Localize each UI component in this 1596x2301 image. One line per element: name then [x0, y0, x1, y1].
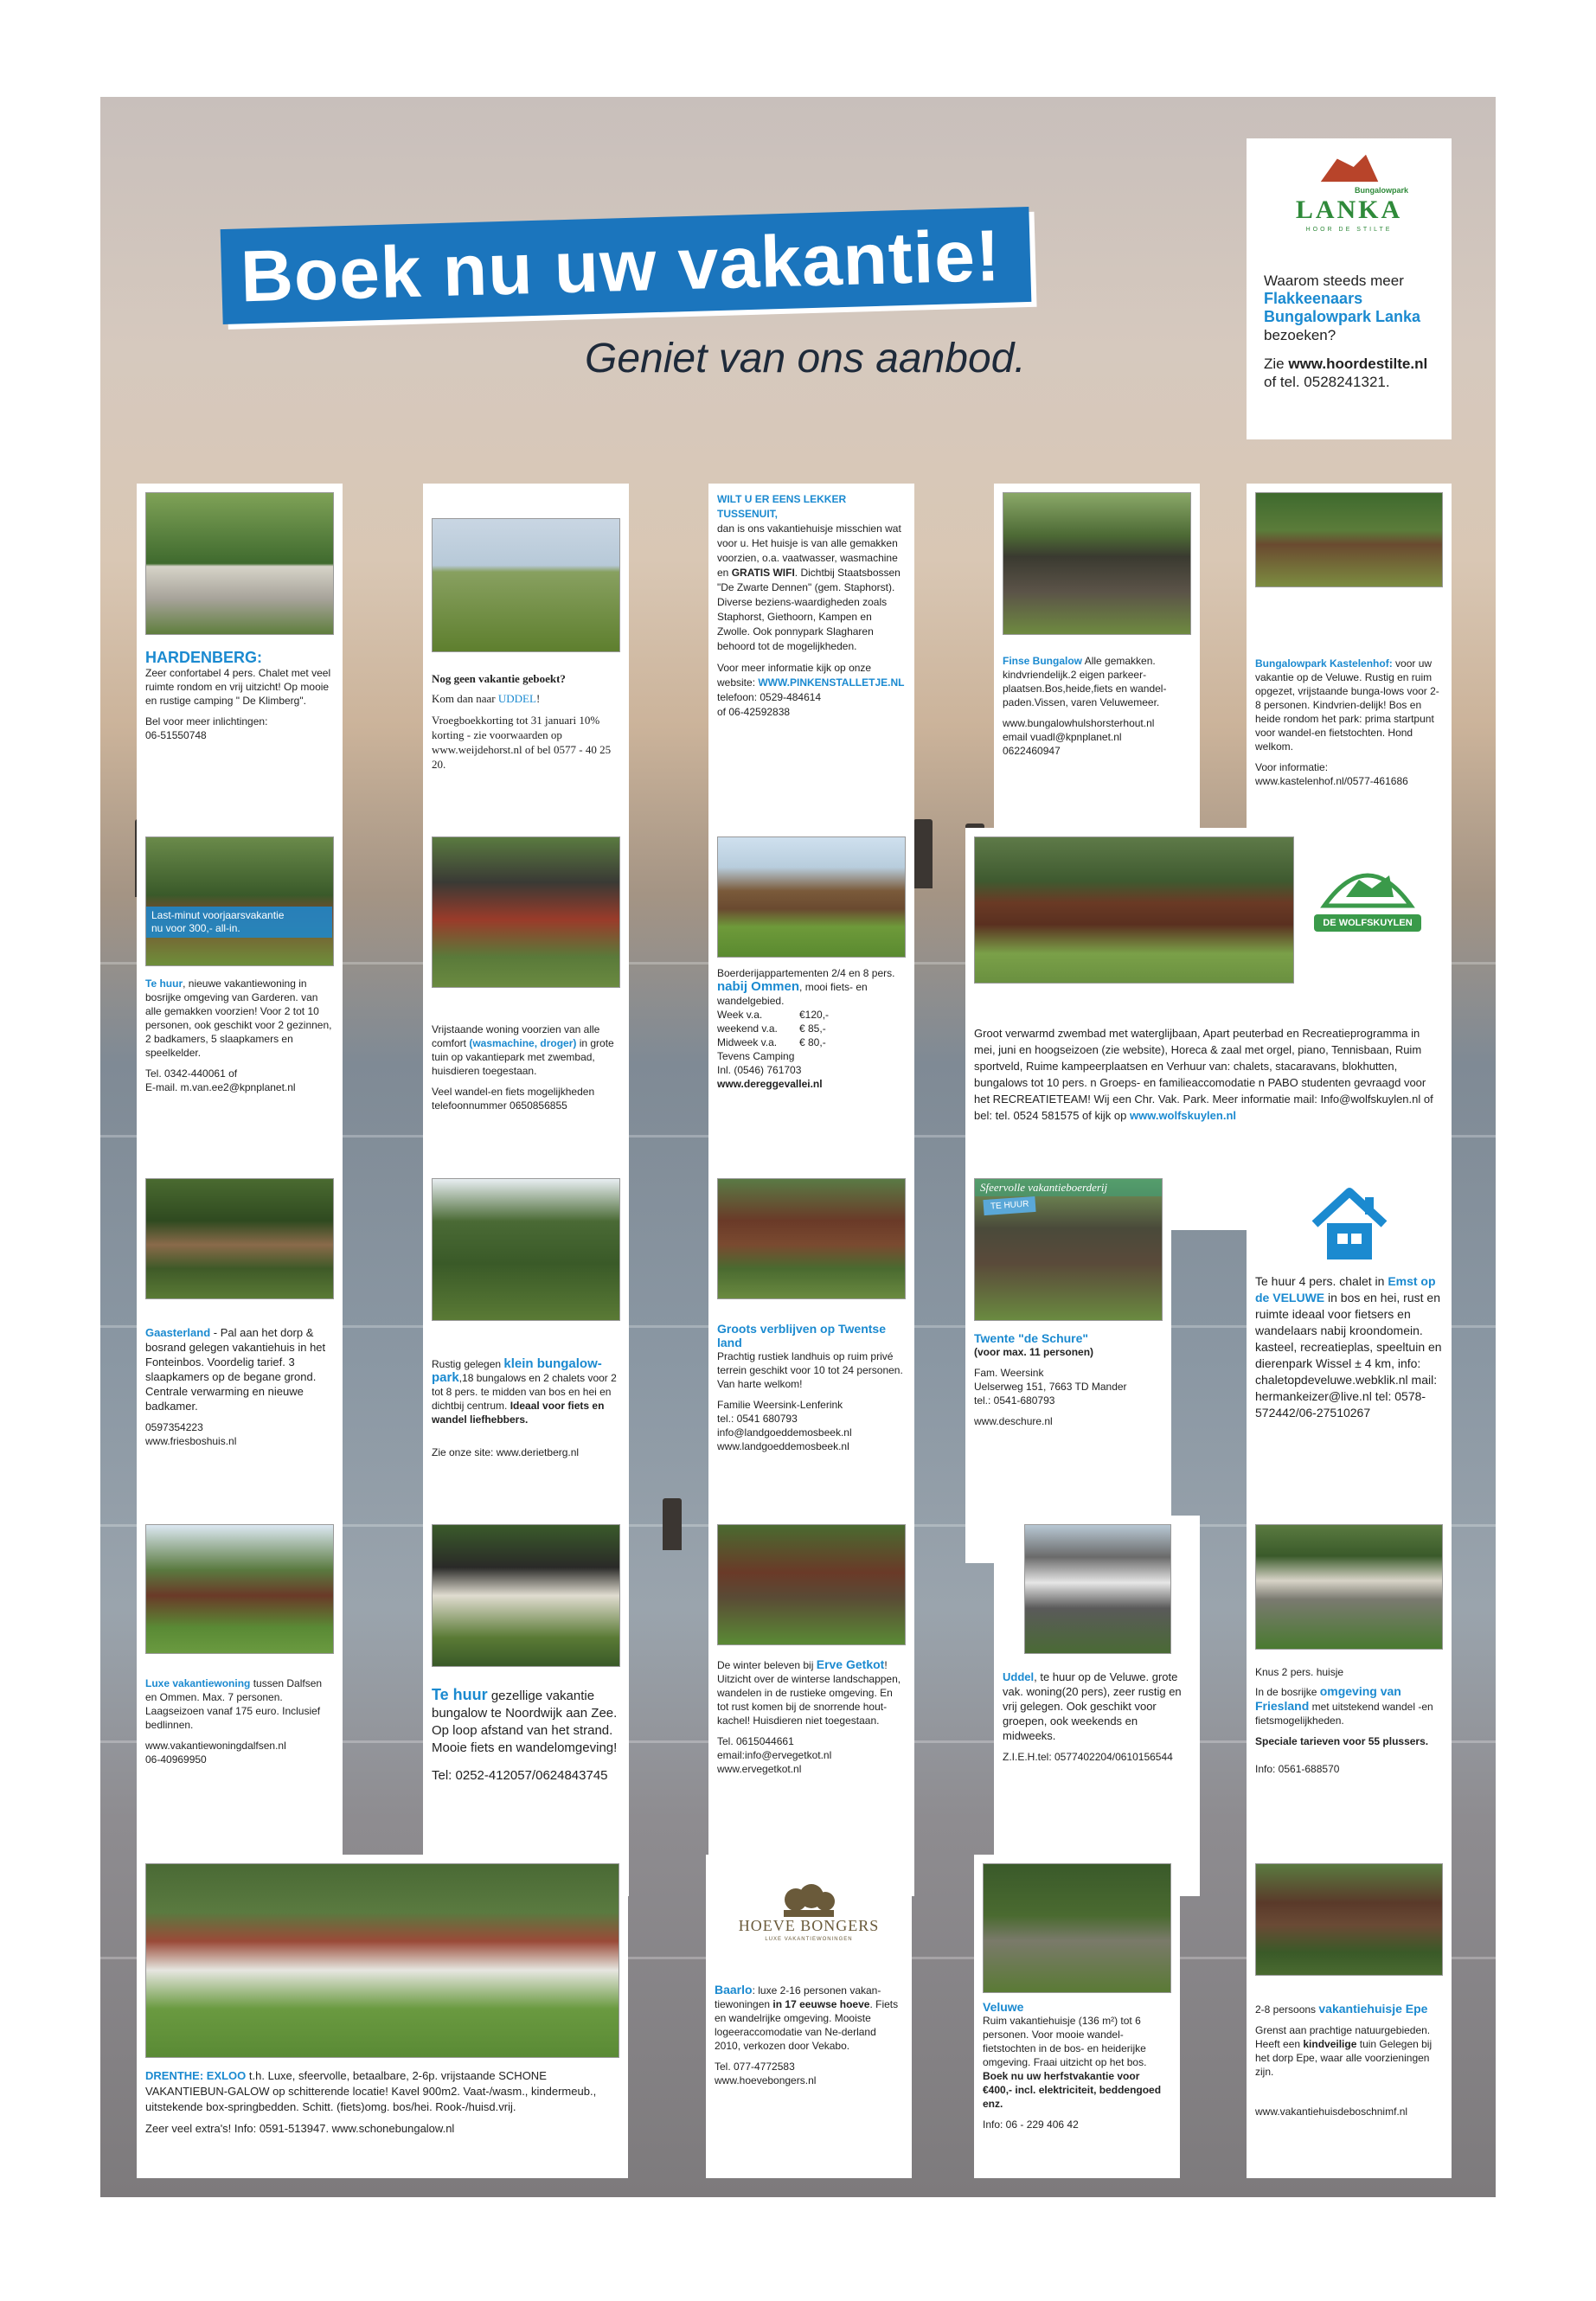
photo-chalet-lawn: [974, 836, 1294, 984]
ad-phone: 06-51550748: [145, 729, 207, 741]
ad-phone: 06-40969950: [145, 1753, 207, 1766]
lanka-logo-tag: HOOR DE STILTE: [1305, 227, 1393, 233]
ad-text: Groot verwarmd zwembad met waterglijbaan, Apart peuterbad en Recreatieprogramma in mei, juni en hoogseizoen (zie website), Horeca & zaal met orgel, piano, Tennisbaan, Ruim sportveld, Ruime kampeerplaatsen en Verhuur van: chalets, stacaravans, blokhutten, bungalows tot 10 pers. n Groeps- en familieaccomodatie n PABO studenten gevraagd voor het RECREATIETEAM! Wij een Chr. Vak. Park. Meer informatie mail: Info@wolfskuylen.nl of bel: tel. 0524 581575 of kijk op: [974, 1027, 1433, 1122]
ad-website[interactable]: www.vakantiewoningdalfsen.nl: [145, 1740, 286, 1752]
ad-highlight: klein bungalow-park: [432, 1356, 602, 1385]
ad-text: Veel wandel-en fiets mogelijkheden: [432, 1086, 595, 1098]
photo-landhuis: [717, 1178, 906, 1299]
photo-epe-house: [1255, 1863, 1443, 1976]
ad-email[interactable]: E-mail. m.van.ee2@kpnplanet.nl: [145, 1081, 296, 1093]
ad-email[interactable]: email vuadl@kpnplanet.nl: [1003, 731, 1122, 743]
ad-phone: of 06-42592838: [717, 706, 791, 718]
ad-text: Boek nu uw herfstvakantie voor €400,- incl. elektriciteit, beddengoed enz.: [983, 2070, 1162, 2110]
ad-text: Ruim vakantiehuisje (136 m²) tot 6 personen. Voor mooie wandel-fietstochten in de bos- en heiderijke omgeving. Fraai uitzicht op het bos.: [983, 2015, 1147, 2068]
ad-text: 2-8 persoons: [1255, 2003, 1319, 2016]
ad-text: Rustig gelegen: [432, 1358, 504, 1370]
ad-dalfsen[interactable]: [137, 1516, 343, 1896]
ad-title: Groots verblijven op Twentse land: [717, 1322, 887, 1349]
photo-noordwijk-bungalow: [432, 1524, 620, 1667]
overlay-badge: TE HUUR: [983, 1196, 1036, 1215]
ad-text: ! Uitzicht over de winterse landschappen, wandelen in de rustieke omgeving. En tot rust komen bij de snorrende hout-kachel! Huisdieren niet toegestaan.: [717, 1659, 901, 1727]
ad-veluwe-herfst[interactable]: [974, 1855, 1180, 2178]
ad-text: t.h. Luxe, sfeervolle, betaalbare, 2-6p. vrijstaande SCHONE VAKANTIEBUN-GALOW op schitterende locatie! Kavel 900m2. Vaat-/wasm., kindermeub., uitstekende box-springbedden. Schitt. (fiets)omg. bos/hei. Rook-/huisd.vrij.: [145, 2069, 597, 2113]
lanka-logo-name: LANKA: [1295, 195, 1403, 224]
ad-hoeve-bongers[interactable]: [706, 1855, 912, 2178]
wolfskuylen-logo: [1303, 836, 1433, 932]
ad-hardenberg[interactable]: [137, 484, 343, 879]
ad-text: Zeer confortabel 4 pers. Chalet met veel ruimte rondom en vrij uitzicht! Op mooie en rustige camping " De Klimberg".: [145, 667, 331, 707]
ad-emst-veluwe[interactable]: [1247, 1170, 1452, 1563]
ad-title: Te huur: [432, 1686, 488, 1703]
ad-title: Twente "de Schure": [974, 1331, 1089, 1345]
overlay-text: Last-minut voorjaarsvakantie: [151, 909, 285, 921]
ad-title: nabij Ommen: [717, 979, 800, 994]
photo-field: [432, 518, 620, 652]
photo-vakantiewoning: [145, 836, 334, 966]
lanka-logo: [1264, 151, 1434, 237]
ad-website[interactable]: www.vakantiehuisdeboschnimf.nl: [1255, 2106, 1408, 2118]
ad-epe[interactable]: [1247, 1855, 1452, 2178]
photo-forest-bungalow: [1255, 492, 1443, 587]
ad-text: dan is ons vakantiehuisje misschien wat voor u. Het huisje is van alle gemakken voorzien, o.a. vaatwasser, wasmachine en: [717, 522, 901, 579]
lanka-line: Waarom steeds meer: [1264, 272, 1404, 289]
ad-pinkenstalletje[interactable]: [708, 484, 914, 879]
ad-text: Familie Weersink-Lenferink: [717, 1399, 843, 1411]
lanka-line: bezoeken?: [1264, 327, 1336, 343]
price-label: weekend v.a.: [717, 1022, 778, 1035]
ad-email[interactable]: info@landgoeddemosbeek.nl: [717, 1426, 852, 1439]
price-label: Week v.a.: [717, 1009, 763, 1021]
ad-title: Luxe vakantiewoning: [145, 1677, 251, 1689]
ad-text: tuin Gelegen bij het dorp Epe, waar alle voorzieningen zijn.: [1255, 2038, 1433, 2078]
ad-highlight: Erve Getkot: [816, 1657, 885, 1671]
ad-text: , nieuwe vakantiewoning in bosrijke omgeving van Garderen. van alle gemakken voorzien! Voor 2 tot 10 personen, ook geschikt voor 2 gezinnen, 2 badkamers, 5 slaapkamers en speelkelder.: [145, 977, 332, 1059]
photo-exloo-bungalow: [145, 1863, 619, 2058]
ad-text: (voor max. 11 personen): [974, 1346, 1094, 1358]
lanka-line: Zie: [1264, 356, 1289, 372]
overlay-text: Sfeervolle vakantieboerderij: [975, 1179, 1162, 1196]
ad-text: , te huur op de Veluwe. grote vak. woning(20 pers), zeer rustig en vrij gelegen. Ook geschikt voor groepen, ook weekends en midweeks.: [1003, 1670, 1182, 1742]
ad-text: Alle gemakken. kindvriendelijk.2 eigen parkeer-plaatsen.Bos,heide,fiets en wandel-paden.Vissen, varen Veluwemeer.: [1003, 655, 1167, 708]
ad-highlight: omgeving van Friesland: [1255, 1684, 1401, 1713]
ad-text: Vrijstaande woning voorzien van alle comfort: [432, 1023, 600, 1049]
ad-friesland[interactable]: [1247, 1516, 1452, 1896]
ad-text: tussen Dalfsen en Ommen. Max. 7 personen. Laagseizoen vanaf 175 euro. Inclusief bedlinnen.: [145, 1677, 323, 1731]
ad-phone: 0622460947: [1003, 745, 1061, 757]
ad-title: Bungalowpark Kastelenhof:: [1255, 657, 1393, 670]
ad-text: - Pal aan het dorp & bosrand gelegen vakantiehuis in het Fonteinbos. Voordelig tarief. 3 slaapkamers op de begane grond. Centrale verwarming en nieuwe badkamer.: [145, 1326, 326, 1413]
hoeve-bongers-logo-text: HOEVE BONGERS: [738, 1917, 880, 1934]
ad-phone: tel.: 0541-680793: [974, 1394, 1055, 1407]
ad-text: Kom dan naar: [432, 692, 498, 705]
ad-text: Prachtig rustiek landhuis op ruim privé terrein geschikt voor 10 tot 24 personen. Van harte welkom!: [717, 1350, 903, 1390]
ad-website[interactable]: WWW.PINKENSTALLETJE.NL: [758, 676, 905, 689]
ad-text: Knus 2 pers. huisje: [1255, 1666, 1344, 1678]
ad-text: Grenst aan prachtige natuurgebieden. Heeft een: [1255, 2024, 1431, 2050]
ad-highlight: kindveilige: [1303, 2038, 1357, 2050]
price-label: Midweek v.a.: [717, 1036, 778, 1048]
subheadline: Geniet van ons aanbod.: [585, 336, 1026, 381]
ad-text: Bel voor meer inlichtingen:: [145, 715, 268, 727]
ad-lanka[interactable]: [1247, 138, 1452, 439]
poster-background: [100, 97, 1496, 2197]
ad-text: Vroegboekkorting tot 31 januari 10% korting - zie voorwaarden op www.weijdehorst.nl of bel 0577 - 40 25 20.: [432, 714, 612, 771]
ad-text: !: [535, 692, 541, 705]
photo-pine-bungalow: [432, 1178, 620, 1321]
ad-website[interactable]: www.landgoeddemosbeek.nl: [717, 1440, 849, 1452]
ad-phone: Tel. 0615044661: [717, 1735, 794, 1747]
ad-website[interactable]: www.kastelenhof.nl/0577-461686: [1255, 775, 1408, 787]
ad-phone: telefoonnummer 0650856855: [432, 1099, 567, 1112]
ad-text: in grote tuin op vakantiepark met zwembad, huisdieren toegestaan.: [432, 1037, 614, 1077]
ad-title: Finse Bungalow: [1003, 655, 1083, 667]
ad-de-schure[interactable]: [965, 1170, 1171, 1563]
ad-text: . Dichtbij Staatsbossen "De Zwarte Dennen" (gem. Staphorst). Diverse beziens-waardigheden zoals Staphorst, Giethoorn, Kampen en Zwolle. Ook ponnypark Slagharen behoord tot de mogelijkheden.: [717, 567, 901, 652]
hoeve-bongers-logo: [715, 1863, 903, 1967]
ad-text: voor uw vakantie op de Veluwe. Rustig en ruim opgezet, vrijstaande bunga-lows voor 2-8 personen. Kindvrien-delijk! Bos en heide rondom het park: prima startpunt voor wandel-en fietstochten. Hond welkom.: [1255, 657, 1439, 753]
ad-website[interactable]: www.wolfskuylen.nl: [1129, 1109, 1237, 1122]
photo-forest-house: [145, 1178, 334, 1299]
ad-website[interactable]: www.deschure.nl: [974, 1415, 1053, 1427]
lanka-phone: of tel. 0528241321.: [1264, 374, 1390, 390]
ad-kastelenhof[interactable]: [1247, 484, 1452, 879]
ad-text: Speciale tarieven voor 55 plussers.: [1255, 1735, 1429, 1747]
price-value: € 80,-: [799, 1036, 826, 1048]
ad-text: Boerderijappartementen 2/4 en 8 pers.: [717, 967, 895, 979]
photo-farm-apartments: [717, 836, 906, 958]
ad-title: Uddel: [1003, 1670, 1035, 1683]
photo-villa: [145, 1524, 334, 1654]
ad-title: Gaasterland: [145, 1326, 211, 1339]
ad-phone: Tel. 0342-440061 of: [145, 1067, 238, 1080]
lanka-line: Flakkeenaars: [1264, 290, 1363, 307]
ad-title: Nog geen vakantie geboekt?: [432, 672, 566, 685]
price-value: € 85,-: [799, 1022, 826, 1035]
ad-noordwijk[interactable]: [423, 1516, 629, 1896]
ad-text: De winter beleven bij: [717, 1659, 817, 1671]
ad-phone: Z.I.E.H.tel: 0577402204/0610156544: [1003, 1751, 1173, 1763]
ad-uddel-groot[interactable]: [994, 1516, 1200, 1896]
ad-phone: Info: 0561-688570: [1255, 1763, 1340, 1775]
headline-banner: [221, 207, 1032, 324]
ad-text: Uelserweg 151, 7663 TD Mander: [974, 1381, 1127, 1393]
ad-phone: 0597354223: [145, 1421, 203, 1433]
wolfskuylen-logo-text: DE WOLFSKUYLEN: [1314, 914, 1420, 932]
ad-website[interactable]: www.ervegetkot.nl: [717, 1763, 802, 1775]
house-icon: [1255, 1185, 1443, 1263]
lanka-line: Bungalowpark Lanka: [1264, 308, 1421, 325]
ad-highlight: in 17 eeuwse hoeve: [772, 1998, 870, 2010]
ad-email[interactable]: email:info@ervegetkot.nl: [717, 1749, 832, 1761]
ad-text: Fam. Weersink: [974, 1367, 1044, 1379]
ad-text: Voor informatie:: [1255, 761, 1329, 773]
ad-exloo[interactable]: [137, 1855, 628, 2178]
photo-red-house: [432, 836, 620, 988]
ad-title: HARDENBERG:: [145, 649, 262, 666]
headline: Boek nu uw vakantie!: [239, 214, 1003, 317]
photo-garden: [983, 1863, 1171, 1993]
ad-website[interactable]: www.bungalowhulshorsterhout.nl: [1003, 717, 1155, 729]
ad-title: Te huur: [145, 977, 183, 990]
ad-text: In de bosrijke: [1255, 1686, 1320, 1698]
ad-text: : luxe 2-16 personen vakan-tiewoningen: [715, 1984, 881, 2010]
ad-highlight: UDDEL: [497, 692, 536, 705]
ad-phone: Tel: 0252-412057/0624843745: [432, 1768, 608, 1783]
lanka-logo-top: Bungalowpark: [1354, 186, 1408, 195]
overlay-text: nu voor 300,- all-in.: [151, 922, 240, 934]
ad-phone: telefoon: 0529-484614: [717, 691, 822, 703]
ad-title: WILT U ER EENS LEKKER TUSSENUIT,: [717, 493, 847, 520]
ad-website[interactable]: www.dereggevallei.nl: [717, 1078, 823, 1090]
ad-phone: Tel. 077-4772583: [715, 2061, 795, 2073]
ad-derietberg[interactable]: [423, 1170, 629, 1563]
ad-text: , mooi fiets- en wandelgebied.: [717, 981, 868, 1007]
ad-website[interactable]: Zie onze site: www.derietberg.nl: [432, 1446, 580, 1458]
hoeve-bongers-logo-sub: LUXE VAKANTIEWONINGEN: [765, 1937, 853, 1942]
ad-landgoed-demosbeek[interactable]: [708, 1170, 914, 1563]
ad-text: . Fiets en wandelrijke omgeving. Mooiste logeeraccomodatie van Ne-derland 2010, verkozen door Vekabo.: [715, 1998, 899, 2052]
ad-title: Baarlo: [715, 1983, 753, 1997]
photo-farmhouse: [974, 1178, 1163, 1321]
photo-chalet: [145, 492, 334, 635]
ad-website[interactable]: www.hoevebongers.nl: [715, 2074, 817, 2086]
price-value: €120,-: [799, 1009, 830, 1021]
ad-highlight: (wasmachine, droger): [469, 1037, 577, 1049]
ad-text: Voor meer informatie kijk op onze website:: [717, 662, 872, 689]
ad-highlight: vakantiehuisje Epe: [1318, 2002, 1428, 2016]
ad-gaasterland[interactable]: [137, 1170, 343, 1563]
ad-website[interactable]: www.friesboshuis.nl: [145, 1435, 237, 1447]
ad-text: gezellige vakantie bungalow te Noordwijk aan Zee. Op loop afstand van het strand. Mooie fiets en wandelomgeving!: [432, 1689, 618, 1755]
ad-text: Tevens Camping: [717, 1050, 795, 1062]
ad-text: ,18 bungalows en 2 chalets voor 2 tot 8 pers. te midden van bos en hei en dichtbij centrum.: [432, 1372, 617, 1412]
photo-cottage: [1255, 1524, 1443, 1650]
ad-text: Te huur 4 pers. chalet in: [1255, 1274, 1388, 1288]
ad-text: met uitstekend wandel -en fietsmogelijkheden.: [1255, 1701, 1433, 1727]
ad-finse-bungalow[interactable]: [994, 484, 1200, 879]
ad-phone: tel.: 0541 680793: [717, 1413, 798, 1425]
ad-highlight: GRATIS WIFI: [731, 567, 795, 579]
photo-white-house: [1024, 1524, 1171, 1654]
ad-phone: Info: 06 - 229 406 42: [983, 2118, 1079, 2131]
lanka-website[interactable]: www.hoordestilte.nl: [1288, 356, 1428, 372]
ad-title: DRENTHE: EXLOO: [145, 2069, 247, 2082]
ad-uddel[interactable]: [423, 484, 629, 879]
photo-bungalow: [1003, 492, 1191, 635]
ad-phone: Inl. (0546) 761703: [717, 1064, 802, 1076]
ad-highlight: Emst op de VELUWE: [1255, 1274, 1436, 1304]
ad-title: Veluwe: [983, 2000, 1024, 2014]
ad-text: Zeer veel extra's! Info: 0591-513947. www.schonebungalow.nl: [145, 2122, 455, 2135]
photo-getkot: [717, 1524, 906, 1645]
ad-text: in bos en hei, rust en ruimte ideaal voor fietsers en wandelaars nabij kroondomein. kasteel, recreatieplas, speeltuin en dierenpark Wissel ± 4 km, info: chaletopdeveluwe.webklik.nl mail: hermankeizer@live.nl tel: 0578-572442/06-27510267: [1255, 1291, 1442, 1420]
ad-highlight: Ideaal voor fiets en wandel liefhebbers.: [432, 1400, 605, 1426]
ad-erve-getkot[interactable]: [708, 1516, 914, 1896]
